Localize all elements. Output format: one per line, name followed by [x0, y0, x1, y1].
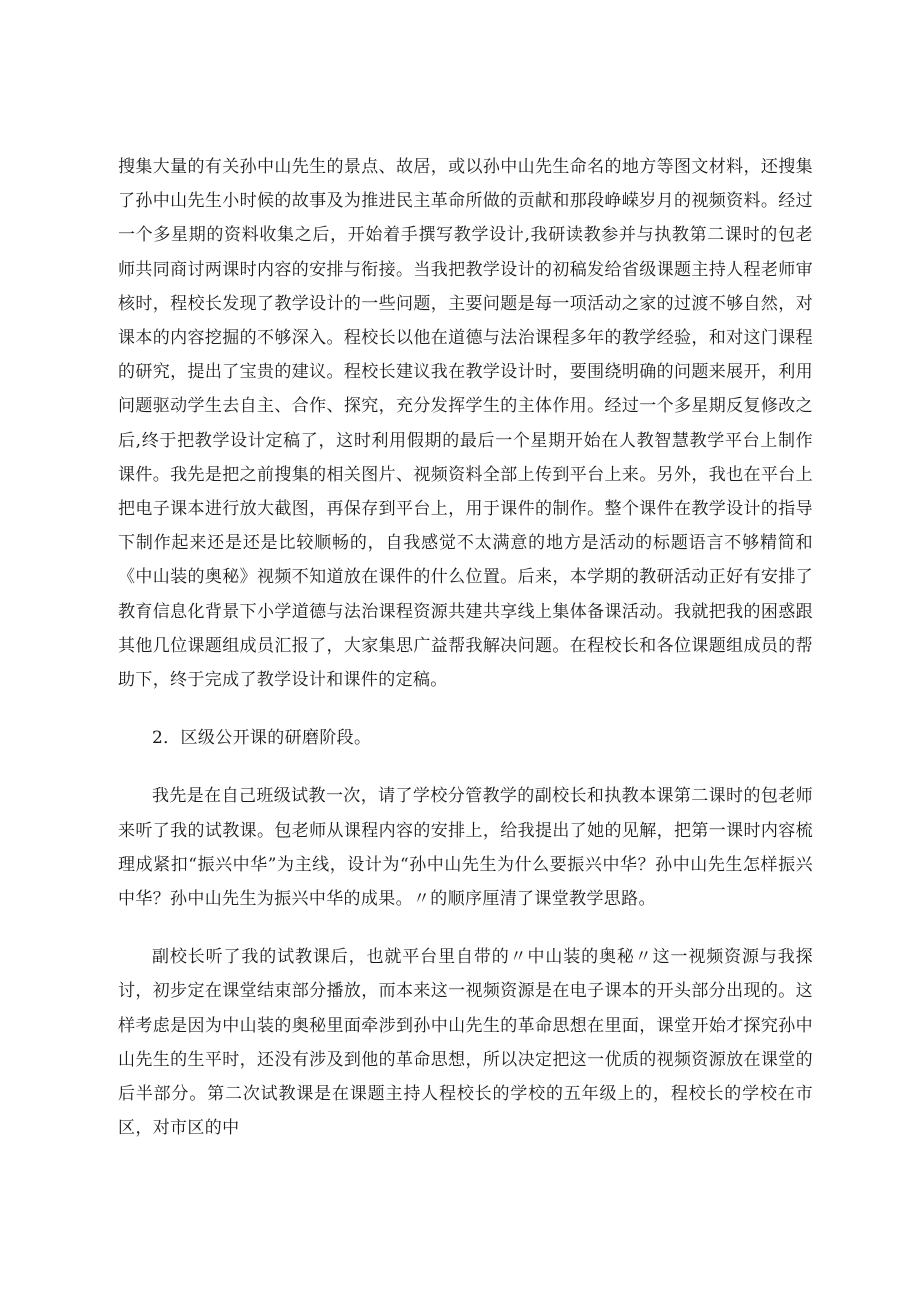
section-heading: 2．区级公开课的研磨阶段。	[152, 728, 372, 749]
paragraph-video-discussion: 副校长听了我的试教课后，也就平台里自带的〃中山装的奥秘〃这一视频资源与我探讨，初步定在课堂结束部分播放，而本来这一视频资源是在电子课本的开头部分出现的。这样考虑是因为中山装的奥秘里面牵涉到孙中山先生的革命思想在里面，课堂开始才探究孙中山先生的生平时，还没有涉及到他的革命思想，所以决定把这一优质的视频资源放在课堂的后半部分。第二次试教课是在课题主持人程校长的学校的五年级上的，程校长的学校在市区，对市区的中	[118, 947, 813, 1139]
paragraph-trial-lesson: 我先是在自己班级试教一次，请了学校分管教学的副校长和执教本课第二课时的包老师来听了我的试教课。包老师从课程内容的安排上，给我提出了她的见解，把第一课时内容梳理成紧扣“振兴中华”为主线，设计为“孙中山先生为什么要振兴中华？孙中山先生怎样振兴中华？孙中山先生为振兴中华的成果。〃的顺序厘清了课堂教学思路。	[118, 786, 813, 910]
paragraph-continued: 搜集大量的有关孙中山先生的景点、故居，或以孙中山先生命名的地方等图文材料，还搜集了孙中山先生小时候的故事及为推进民主革命所做的贡献和那段峥嵘岁月的视频资料。经过一个多星期的资料收集之后，开始着手撰写教学设计,我研读教参并与执教第二课时的包老师共同商讨两课时内容的安排与衔接。当我把教学设计的初稿发给省级课题主持人程老师审核时，程校长发现了教学设计的一些问题，主要问题是每一项活动之家的过渡不够自然，对课本的内容挖掘的不够深入。程校长以他在道德与法治课程多年的教学经验，和对这门课程的研究，提出了宝贵的建议。程校长建议我在教学设计时，要围绕明确的问题来展开，利用问题驱动学生去自主、合作、探究，充分发挥学生的主体作用。经过一个多星期反复修改之后,终于把教学设计定稿了，这时利用假期的最后一个星期开始在人教智慧教学平台上制作课件。我先是把之前搜集的相关图片、视频资料全部上传到平台上来。另外，我也在平台上把电子课本进行放大截图，再保存到平台上，用于课件的制作。整个课件在教学设计的指导下制作起来还是还是比较顺畅的，自我感觉不太满意的地方是活动的标题语言不够精简和《中山装的奥秘》视频不知道放在课件的什么位置。后来，本学期的教研活动正好有安排了教育信息化背景下小学道德与法治课程资源共建共享线上集体备课活动。我就把我的困惑跟其他几位课题组成员汇报了，大家集思广益帮我解决问题。在程校长和各位课题组成员的帮助下，终于完成了教学设计和课件的定稿。	[118, 157, 813, 691]
document-body	[118, 150, 813, 1145]
